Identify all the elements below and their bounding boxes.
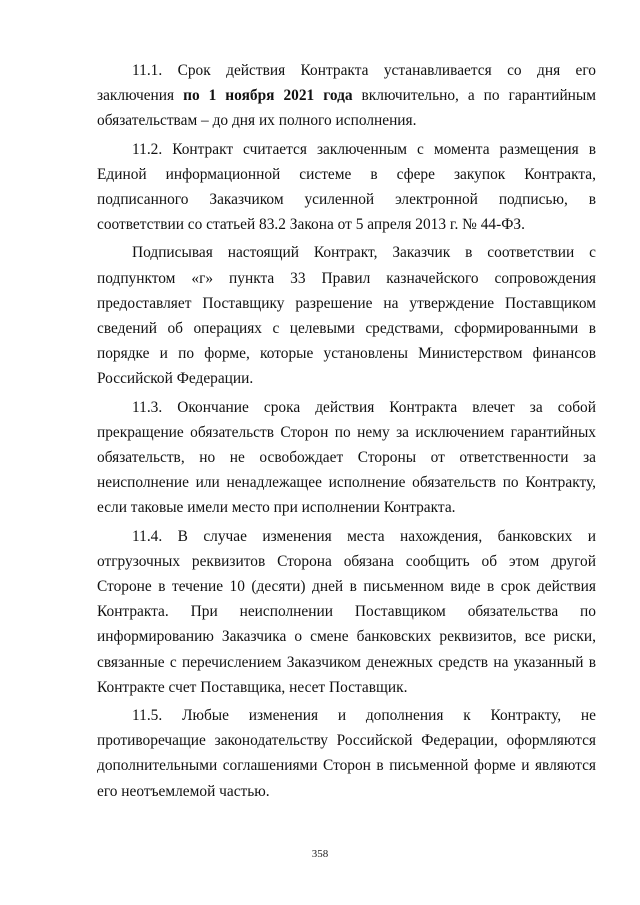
document-page [97, 58, 596, 807]
paragraph-11-1-text-start: 11.1. Срок действия Контракта устанавливается со дня его заключения [97, 62, 596, 105]
paragraph-11-1 [97, 58, 596, 134]
paragraph-signing: Подписывая настоящий Контракт, Заказчик в соответствии с подпунктом «г» пункта 33 Правил казначейского сопровождения предоставляет Поставщику разрешение на утверждение Поставщиком сведений об операциях с целевыми средствами, сформированными в порядке и по форме, которые установлены Министерством финансов Российской Федерации. [97, 244, 596, 388]
paragraph-11-1-bold-date: по 1 ноября 2021 года [183, 87, 353, 105]
paragraph-11-4: 11.4. В случае изменения места нахождения, банковских и отгрузочных реквизитов Сторона обязана сообщить об этом другой Стороне в течение 10 (десяти) дней в письменном виде в срок действия Контракта. При неисполнении Поставщиком обязательства по информированию Заказчика о смене банковских реквизитов, все риски, связанные с перечислением Заказчиком денежных средств на указанный в Контракте счет Поставщика, несет Поставщик. [97, 527, 596, 696]
paragraph-11-2: 11.2. Контракт считается заключенным с момента размещения в Единой информационной системе в сфере закупок Контракта, подписанного Заказчиком усиленной электронной подписью, в соответствии со статьей 83.2 Закона от 5 апреля 2013 г. № 44-ФЗ. [97, 140, 596, 234]
paragraph-11-5: 11.5. Любые изменения и дополнения к Контракту, не противоречащие законодательству Российской Федерации, оформляются дополнительными соглашениями Сторон в письменной форме и являются его неотъемлемой частью. [97, 707, 596, 800]
paragraph-11-1-text-end: включительно, а по гарантийным обязательствам – до дня их полного исполнения. [97, 87, 596, 130]
paragraph-11-3: 11.3. Окончание срока действия Контракта влечет за собой прекращение обязательств Сторон по нему за исключением гарантийных обязательств, но не освобождает Стороны от ответственности за неисполнение или ненадлежащее исполнение обязательств по Контракту, если таковые имели место при исполнении Контракта. [97, 398, 596, 517]
page-number: 358 [311, 848, 329, 860]
